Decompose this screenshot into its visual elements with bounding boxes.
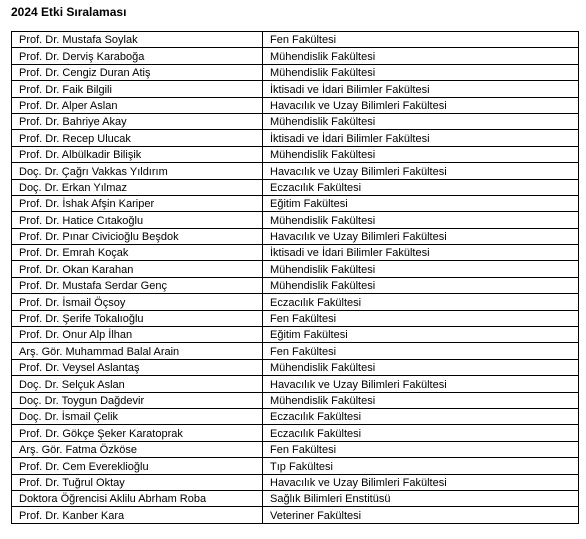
faculty-cell: Fen Fakültesi — [263, 32, 579, 48]
faculty-cell: Eczacılık Fakültesi — [263, 408, 579, 424]
table-row — [12, 425, 579, 441]
person-name-cell: Doç. Dr. İsmail Çelik — [12, 408, 263, 424]
person-name-cell: Prof. Dr. Onur Alp İlhan — [12, 327, 263, 343]
person-name-cell: Arş. Gör. Fatma Özköse — [12, 441, 263, 457]
person-name-cell: Prof. Dr. Gökçe Şeker Karatoprak — [12, 425, 263, 441]
person-name-cell: Prof. Dr. Cem Evereklioğlu — [12, 458, 263, 474]
person-name-cell: Doç. Dr. Erkan Yılmaz — [12, 179, 263, 195]
faculty-cell: Mühendislik Fakültesi — [263, 64, 579, 80]
faculty-cell: Eczacılık Fakültesi — [263, 425, 579, 441]
faculty-cell: Mühendislik Fakültesi — [263, 359, 579, 375]
faculty-cell: Mühendislik Fakültesi — [263, 392, 579, 408]
person-name-cell: Prof. Dr. Tuğrul Oktay — [12, 474, 263, 490]
faculty-cell: Eğitim Fakültesi — [263, 195, 579, 211]
faculty-cell: Mühendislik Fakültesi — [263, 146, 579, 162]
table-row — [12, 376, 579, 392]
faculty-cell: Eğitim Fakültesi — [263, 327, 579, 343]
person-name-cell: Doç. Dr. Selçuk Aslan — [12, 376, 263, 392]
table-row — [12, 97, 579, 113]
faculty-cell: Havacılık ve Uzay Bilimleri Fakültesi — [263, 97, 579, 113]
table-row — [12, 64, 579, 80]
person-name-cell: Prof. Dr. Kanber Kara — [12, 507, 263, 523]
faculty-cell: Tıp Fakültesi — [263, 458, 579, 474]
person-name-cell: Prof. Dr. Hatice Cıtakoğlu — [12, 212, 263, 228]
table-row — [12, 294, 579, 310]
table-row — [12, 343, 579, 359]
table-row — [12, 130, 579, 146]
table-row — [12, 245, 579, 261]
person-name-cell: Prof. Dr. Emrah Koçak — [12, 245, 263, 261]
person-name-cell: Prof. Dr. Recep Ulucak — [12, 130, 263, 146]
table-row — [12, 195, 579, 211]
person-name-cell: Prof. Dr. Şerife Tokalıoğlu — [12, 310, 263, 326]
table-row — [12, 32, 579, 48]
person-name-cell: Prof. Dr. Alper Aslan — [12, 97, 263, 113]
table-row — [12, 48, 579, 64]
faculty-cell: Mühendislik Fakültesi — [263, 212, 579, 228]
faculty-cell: Havacılık ve Uzay Bilimleri Fakültesi — [263, 376, 579, 392]
person-name-cell: Prof. Dr. Veysel Aslantaş — [12, 359, 263, 375]
faculty-cell: Eczacılık Fakültesi — [263, 294, 579, 310]
faculty-cell: İktisadi ve İdari Bilimler Fakültesi — [263, 130, 579, 146]
table-row — [12, 228, 579, 244]
table-row — [12, 441, 579, 457]
person-name-cell: Doç. Dr. Toygun Dağdevir — [12, 392, 263, 408]
faculty-cell: Mühendislik Fakültesi — [263, 277, 579, 293]
person-name-cell: Doktora Öğrencisi Aklilu Abrham Roba — [12, 490, 263, 506]
table-row — [12, 81, 579, 97]
table-row — [12, 359, 579, 375]
person-name-cell: Prof. Dr. Mustafa Serdar Genç — [12, 277, 263, 293]
table-row — [12, 310, 579, 326]
person-name-cell: Prof. Dr. Bahriye Akay — [12, 113, 263, 129]
ranking-table — [11, 31, 579, 524]
faculty-cell: Eczacılık Fakültesi — [263, 179, 579, 195]
person-name-cell: Prof. Dr. Derviş Karaboğa — [12, 48, 263, 64]
person-name-cell: Prof. Dr. Mustafa Soylak — [12, 32, 263, 48]
person-name-cell: Doç. Dr. Çağrı Vakkas Yıldırım — [12, 163, 263, 179]
faculty-cell: Mühendislik Fakültesi — [263, 48, 579, 64]
faculty-cell: Mühendislik Fakültesi — [263, 113, 579, 129]
table-row — [12, 146, 579, 162]
table-row — [12, 277, 579, 293]
table-row — [12, 212, 579, 228]
faculty-cell: Veteriner Fakültesi — [263, 507, 579, 523]
table-row — [12, 261, 579, 277]
page-title: 2024 Etki Sıralaması — [11, 5, 127, 19]
person-name-cell: Prof. Dr. Pınar Civicioğlu Beşdok — [12, 228, 263, 244]
faculty-cell: İktisadi ve İdari Bilimler Fakültesi — [263, 81, 579, 97]
person-name-cell: Prof. Dr. Faik Bilgili — [12, 81, 263, 97]
person-name-cell: Prof. Dr. İsmail Öçsoy — [12, 294, 263, 310]
person-name-cell: Prof. Dr. İshak Afşin Kariper — [12, 195, 263, 211]
table-row — [12, 474, 579, 490]
person-name-cell: Arş. Gör. Muhammad Balal Arain — [12, 343, 263, 359]
faculty-cell: Sağlık Bilimleri Enstitüsü — [263, 490, 579, 506]
faculty-cell: Havacılık ve Uzay Bilimleri Fakültesi — [263, 474, 579, 490]
faculty-cell: Havacılık ve Uzay Bilimleri Fakültesi — [263, 228, 579, 244]
table-row — [12, 507, 579, 523]
table-row — [12, 163, 579, 179]
table-row — [12, 490, 579, 506]
table-row — [12, 327, 579, 343]
table-row — [12, 408, 579, 424]
faculty-cell: Havacılık ve Uzay Bilimleri Fakültesi — [263, 163, 579, 179]
faculty-cell: Fen Fakültesi — [263, 441, 579, 457]
ranking-table-body — [12, 32, 579, 524]
person-name-cell: Prof. Dr. Cengiz Duran Atiş — [12, 64, 263, 80]
table-row — [12, 179, 579, 195]
faculty-cell: Fen Fakültesi — [263, 310, 579, 326]
faculty-cell: Fen Fakültesi — [263, 343, 579, 359]
faculty-cell: İktisadi ve İdari Bilimler Fakültesi — [263, 245, 579, 261]
table-row — [12, 458, 579, 474]
faculty-cell: Mühendislik Fakültesi — [263, 261, 579, 277]
table-row — [12, 113, 579, 129]
person-name-cell: Prof. Dr. Okan Karahan — [12, 261, 263, 277]
person-name-cell: Prof. Dr. Albülkadir Bilişik — [12, 146, 263, 162]
table-row — [12, 392, 579, 408]
